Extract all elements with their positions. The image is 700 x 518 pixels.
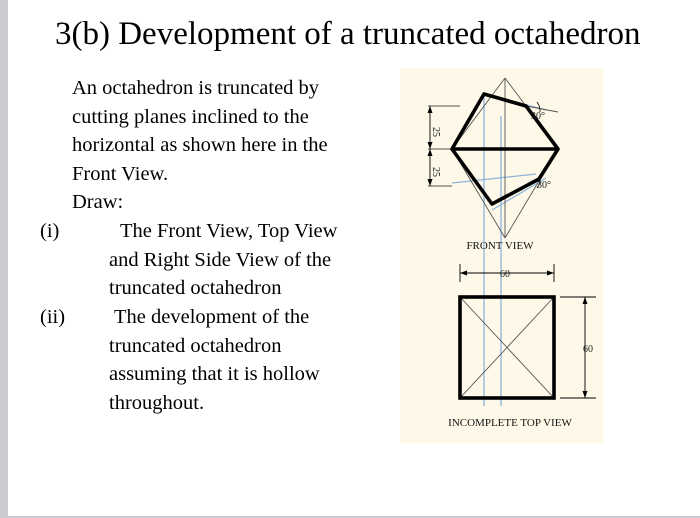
- task-line: throughout.: [109, 391, 205, 414]
- slide: [8, 0, 700, 516]
- task-line: truncated octahedron: [109, 334, 282, 357]
- slide-title: 3(b) Development of a truncated octahedron: [55, 16, 641, 52]
- intro-line: cutting planes inclined to the: [72, 105, 309, 128]
- task-number: (ii): [40, 306, 66, 328]
- intro-line: Draw:: [72, 191, 124, 213]
- top-view-diagonals: [460, 297, 554, 398]
- dim-upper-text: 25: [430, 127, 441, 137]
- task-line: truncated octahedron: [109, 277, 282, 299]
- orthographic-views-svg: [400, 68, 603, 443]
- intro-line: horizontal as shown here in the: [72, 134, 328, 156]
- front-view-thin-lines: [428, 78, 558, 238]
- intro-line: Front View.: [72, 162, 169, 185]
- side-dim-text: 60: [583, 344, 593, 355]
- front-view-caption: FRONT VIEW: [466, 240, 534, 252]
- task-line: The development of the: [114, 306, 310, 328]
- intro-text: [72, 74, 372, 217]
- task-line: The Front View, Top View: [120, 220, 338, 242]
- task-line: and Right Side View of the: [109, 248, 332, 271]
- width-dim-text: 60: [500, 269, 510, 280]
- dim-lower-text: 25: [430, 167, 441, 177]
- intro-line: An octahedron is truncated by: [72, 77, 320, 99]
- octahedron-drawing: [400, 68, 603, 443]
- task-line: assuming that it is hollow: [109, 363, 320, 385]
- angle-lower-label: 30°: [537, 180, 551, 191]
- top-view-caption: INCOMPLETE TOP VIEW: [448, 417, 572, 429]
- angle-upper-label: 30°: [531, 111, 545, 122]
- task-number: (i): [40, 220, 60, 242]
